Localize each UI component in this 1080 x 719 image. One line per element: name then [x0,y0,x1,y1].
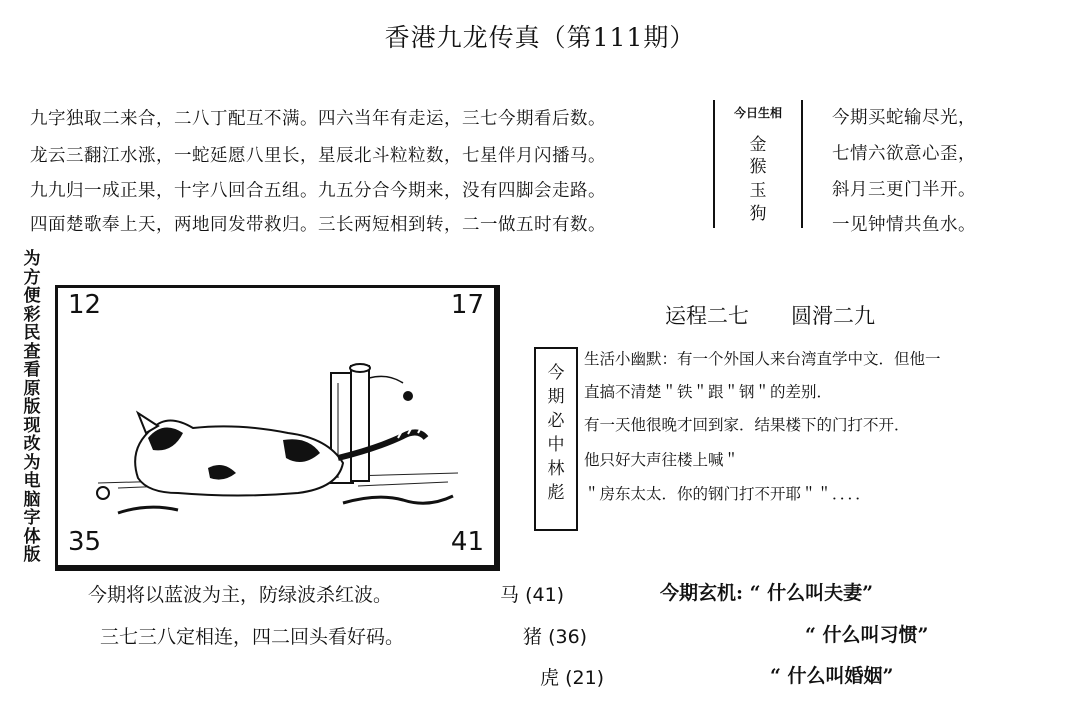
side-note-char: 电 [23,471,41,491]
side-note-char: 民 [23,323,41,343]
page-title: 香港九龙传真（第111期） [384,23,696,52]
zodiac-animal: 玉 [749,181,767,201]
vertical-char: 今 [547,363,565,383]
poem-line-4: 四面楚歌奉上天，两地同发带救归。三长两短相到转，二一做五时有数。 [30,215,606,235]
hint-number: (36) [548,626,588,648]
hint-2 [523,622,587,649]
right-poem-line-1: 今期买蛇输尽光， [832,108,976,128]
corner-number-bottom-right: 41 [450,527,484,557]
vertical-box-text [536,361,576,505]
side-note-char: 版 [23,545,41,565]
side-note-char: 版 [23,397,41,417]
zodiac-label: 今日生相 [733,106,782,120]
joke-line-3: 有一天他很晚才回到家．结果楼下的门打不开． [584,416,910,434]
mystery-line: “ 什么叫习惯” [805,624,929,646]
hint-animal: 马 [500,584,520,606]
side-note-char: 为 [23,452,41,473]
hint-number: (41) [525,584,565,606]
hint-3 [540,663,604,690]
hint-animal: 虎 [540,667,560,689]
side-note-char: 原 [23,378,41,399]
side-note-char: 现 [23,415,41,436]
joke-line-2: 直搞不清楚＂铁＂跟＂钢＂的差别． [584,383,833,401]
mystery-label: 今期玄机: [660,582,744,604]
hint-number: (21) [565,667,605,689]
right-poem-line-2: 七情六欲意心歪， [832,144,976,164]
bottom-line-2: 三七三八定相连，四二回头看好码。 [100,626,405,648]
side-note-char: 为 [23,249,41,269]
illustration-frame [55,285,500,571]
corner-number-top-right: 17 [450,290,484,320]
hint-animal: 猪 [523,626,543,648]
zodiac-animal: 猴 [749,157,767,177]
side-note-char: 查 [23,341,41,362]
joke-line-1: 生活小幽默：有一个外国人来台湾直学中文．但他一 [584,350,941,368]
side-note-char: 彩 [23,304,41,325]
side-note-char: 方 [23,267,41,288]
poem-line-3: 九九归一成正果，十字八回合五组。九五分合今期来，没有四脚会走路。 [30,181,606,201]
poem-line-1: 九字独取二来合，二八丁配互不满。四六当年有走运，三七今期看后数。 [30,109,606,129]
bottom-line-1: 今期将以蓝波为主，防绿波杀红波。 [88,584,393,606]
zodiac-animal: 狗 [749,204,767,224]
vertical-char: 中 [547,435,565,455]
mystery-line: “ 什么叫夫妻” [749,582,874,604]
side-note-char: 便 [23,286,41,306]
zodiac-box [713,100,803,228]
side-note-char: 体 [23,526,41,547]
zodiac-animal: 金 [749,135,767,155]
side-note-char: 改 [23,434,41,454]
vertical-box [534,347,578,531]
vertical-char: 林 [547,459,565,479]
right-poem-line-3: 斜月三更门半开。 [832,180,976,200]
corner-number-top-left: 12 [68,290,102,320]
hint-1 [500,580,564,607]
mystery-row-1 [660,578,873,605]
cat-illustration [58,288,494,565]
corner-number-bottom-left: 35 [68,527,102,557]
side-note [18,250,46,565]
poem-line-2: 龙云三翻江水涨，一蛇延愿八里长，星辰北斗粒粒数，七星伴月闪播马。 [30,146,606,166]
joke-line-4: 他只好大声往楼上喊＂ [584,451,740,469]
mystery-line: “ 什么叫婚姻” [770,665,894,687]
side-note-char: 字 [23,508,41,528]
joke-line-5: ＂房东太太．你的钢门打不开耶＂＂．．．． [584,485,871,503]
side-note-char: 看 [23,360,41,380]
side-note-char: 脑 [23,489,41,510]
right-poem-line-4: 一见钟情共鱼水。 [832,215,976,235]
vertical-char: 期 [547,387,565,407]
vertical-char: 彪 [547,483,565,503]
vertical-char: 必 [547,411,565,431]
luck-line: 运程二七 圆滑二九 [665,304,875,328]
